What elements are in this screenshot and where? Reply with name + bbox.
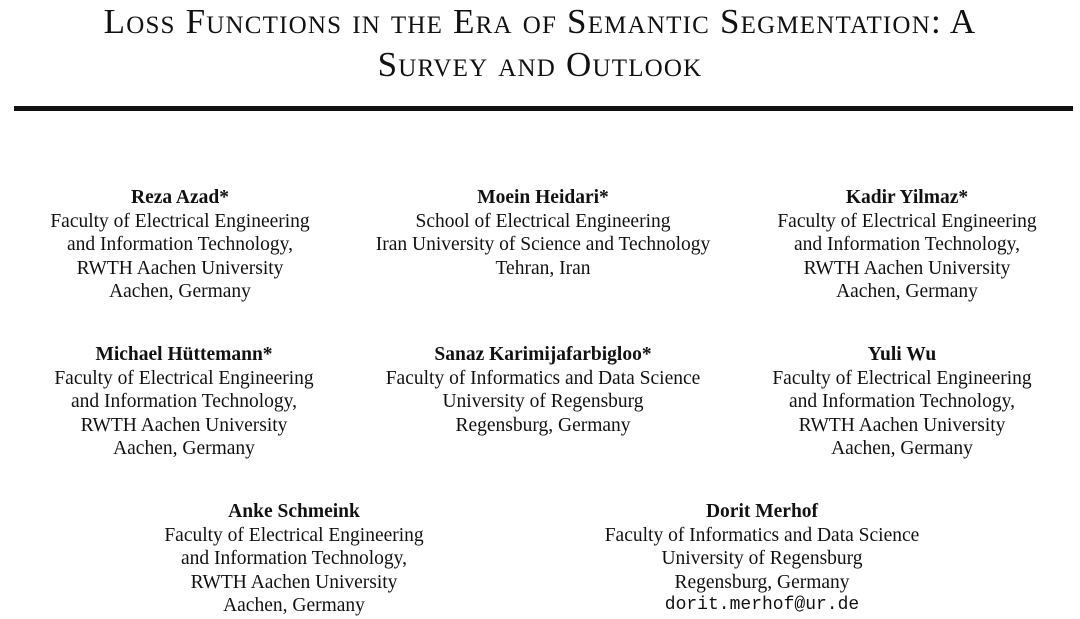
author-affiliation-line: Regensburg, Germany: [455, 414, 631, 436]
title-line-2: Survey and Outlook: [377, 45, 703, 84]
author-affiliation-line: RWTH Aachen University: [80, 414, 288, 436]
author-affiliation-line: Faculty of Informatics and Data Science: [604, 524, 920, 546]
author-name: Michael Hüttemann*: [95, 344, 273, 365]
author-block: [353, 343, 733, 437]
author-affiliation-line: Faculty of Electrical Engineering: [50, 210, 310, 232]
author-name: Dorit Merhof: [705, 501, 819, 522]
author-affiliation-line: Faculty of Electrical Engineering: [164, 524, 424, 546]
author-block: [572, 500, 952, 618]
author-affiliation-line: Faculty of Electrical Engineering: [772, 367, 1032, 389]
author-name: Anke Schmeink: [228, 501, 360, 522]
author-affiliation-line: University of Regensburg: [442, 391, 644, 413]
author-block: [30, 186, 330, 304]
title-rule: [14, 106, 1073, 111]
author-affiliation-line: Aachen, Germany: [836, 281, 978, 303]
author-block: [34, 343, 334, 461]
author-block: [752, 343, 1052, 461]
author-affiliation-line: Aachen, Germany: [109, 281, 251, 303]
author-affiliation-line: Regensburg, Germany: [674, 571, 850, 593]
author-name: Reza Azad*: [130, 187, 230, 208]
author-email-link[interactable]: dorit.merhof@ur.de: [664, 595, 860, 616]
author-affiliation-line: Iran University of Science and Technology: [375, 234, 711, 256]
author-name: Sanaz Karimijafarbigloo*: [434, 344, 652, 365]
author-affiliation-line: and Information Technology,: [793, 234, 1021, 256]
author-affiliation-line: University of Regensburg: [661, 548, 863, 570]
author-name: Yuli Wu: [867, 344, 937, 365]
author-block: [343, 186, 743, 280]
author-affiliation-line: Aachen, Germany: [831, 438, 973, 460]
author-affiliation-line: Faculty of Electrical Engineering: [777, 210, 1037, 232]
title-line-1: Loss Functions in the Era of Semantic Segmentation: A: [103, 2, 977, 41]
author-affiliation-line: and Information Technology,: [788, 391, 1016, 413]
author-affiliation-line: and Information Technology,: [66, 234, 294, 256]
author-affiliation-line: RWTH Aachen University: [803, 257, 1011, 279]
author-affiliation-line: RWTH Aachen University: [798, 414, 1006, 436]
author-affiliation-line: Aachen, Germany: [223, 595, 365, 617]
author-affiliation-line: School of Electrical Engineering: [415, 210, 671, 232]
author-affiliation-line: RWTH Aachen University: [76, 257, 284, 279]
author-affiliation-line: Aachen, Germany: [113, 438, 255, 460]
author-affiliation-line: Faculty of Electrical Engineering: [54, 367, 314, 389]
author-affiliation-line: and Information Technology,: [180, 548, 408, 570]
author-affiliation-line: and Information Technology,: [70, 391, 298, 413]
author-affiliation-line: RWTH Aachen University: [190, 571, 398, 593]
author-block: [757, 186, 1057, 304]
author-name: Moein Heidari*: [477, 187, 609, 208]
paper-title: [0, 0, 1080, 86]
author-name: Kadir Yilmaz*: [845, 187, 969, 208]
author-block: [144, 500, 444, 618]
author-affiliation-line: Faculty of Informatics and Data Science: [385, 367, 701, 389]
author-affiliation-line: Tehran, Iran: [495, 257, 591, 279]
